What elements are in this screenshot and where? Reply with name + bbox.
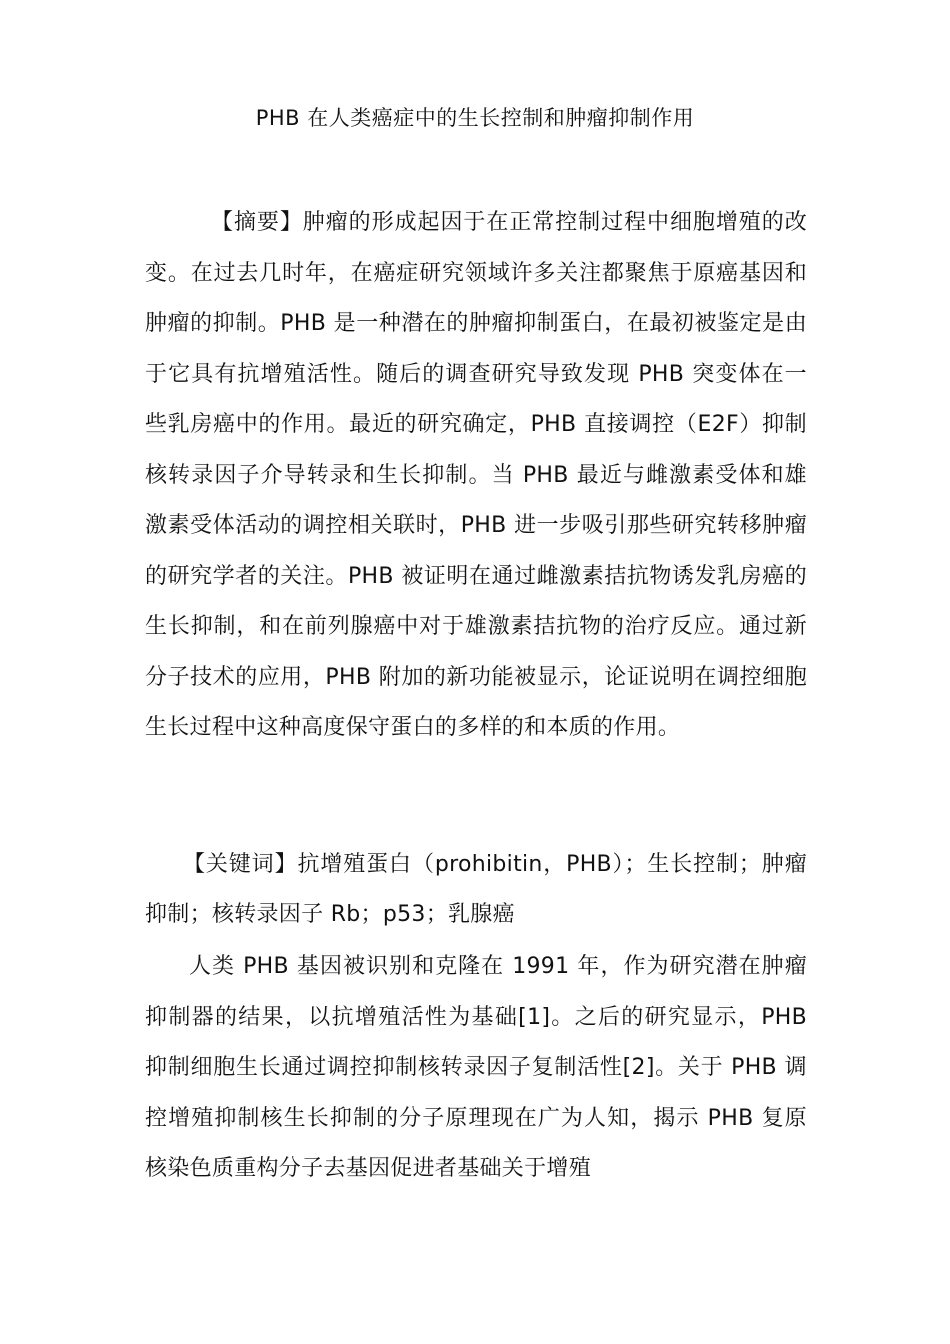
keywords-section bbox=[145, 840, 807, 940]
body-section bbox=[145, 942, 807, 1195]
abstract-section bbox=[145, 198, 807, 754]
keywords-paragraph: 【关键词】抗增殖蛋白（prohibitin，PHB）；生长控制；肿瘤抑制；核转录因子 Rb；p53；乳腺癌 bbox=[145, 852, 807, 927]
body-paragraph: 人类 PHB 基因被识别和克隆在 1991 年，作为研究潜在肿瘤抑制器的结果，以抗增殖活性为基础[1]。之后的研究显示，PHB 抑制细胞生长通过调控抑制核转录因子复制活性[2]。关于 PHB 调控增殖抑制核生长抑制的分子原理现在广为人知，揭示 PHB 复原核染色质重构分子去基因促进者基础关于增殖 bbox=[145, 954, 807, 1181]
document-title: PHB 在人类癌症中的生长控制和肿瘤抑制作用 bbox=[255, 106, 695, 130]
abstract-paragraph: 【摘要】肿瘤的形成起因于在正常控制过程中细胞增殖的改变。在过去几时年，在癌症研究领域许多关注都聚焦于原癌基因和肿瘤的抑制。PHB 是一种潜在的肿瘤抑制蛋白，在最初被鉴定是由于它具有抗增殖活性。随后的调查研究导致发现 PHB 突变体在一些乳房癌中的作用。最近的研究确定，PHB 直接调控（E2F）抑制核转录因子介导转录和生长抑制。当 PHB 最近与雌激素受体和雄激素受体活动的调控相关联时，PHB 进一步吸引那些研究转移肿瘤的研究学者的关注。PHB 被证明在通过雌激素拮抗物诱发乳房癌的生长抑制，和在前列腺癌中对于雄激素拮抗物的治疗反应。通过新分子技术的应用，PHB 附加的新功能被显示，论证说明在调控细胞生长过程中这种高度保守蛋白的多样的和本质的作用。 bbox=[145, 210, 807, 740]
